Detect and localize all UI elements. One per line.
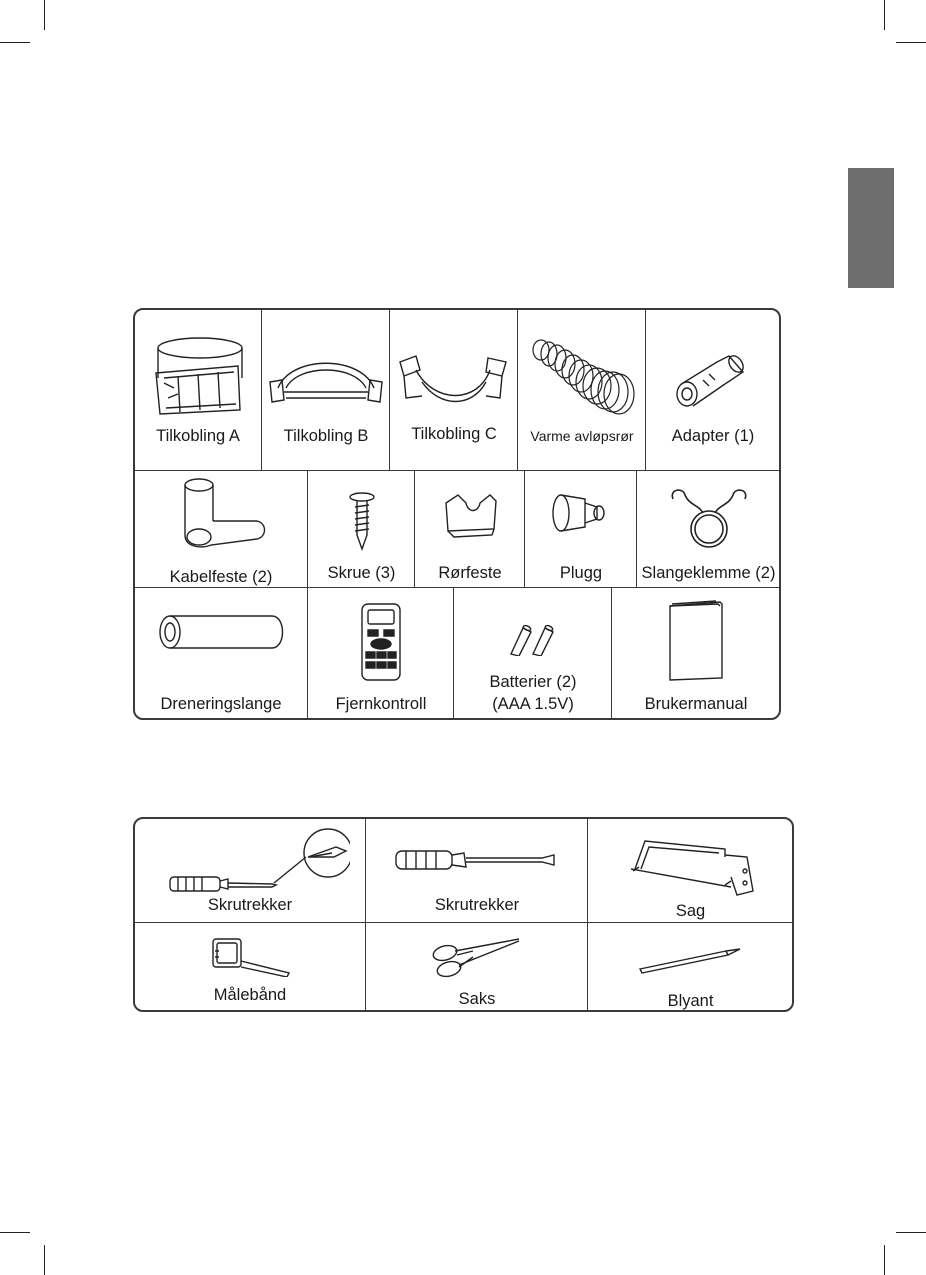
crop-mark	[44, 1245, 45, 1275]
accessory-label: Adapter (1)	[671, 427, 755, 445]
accessory-cell	[645, 310, 780, 470]
accessory-label: Plugg	[559, 564, 603, 582]
crop-mark	[884, 0, 885, 30]
accessory-label: Skrue (3)	[327, 564, 396, 582]
crop-mark	[0, 1232, 30, 1233]
tools-row	[135, 922, 792, 1011]
accessory-cell	[135, 588, 307, 719]
accessory-label: (AAA 1.5V)	[492, 695, 574, 713]
accessories-panel	[133, 308, 781, 720]
accessory-label: Tilkobling C	[411, 425, 497, 443]
accessory-label: Fjernkontroll	[335, 695, 427, 713]
accessory-label: Tilkobling A	[156, 427, 240, 445]
accessory-cell	[517, 310, 646, 470]
batteries-icon	[505, 620, 561, 656]
window-connector-b-icon	[266, 350, 386, 410]
tool-label: Sag	[675, 902, 706, 920]
drain-hose-icon	[156, 612, 286, 652]
flat-screwdriver-icon	[392, 847, 562, 873]
window-connector-c-icon	[394, 346, 514, 408]
accessory-cell	[307, 588, 454, 719]
crop-mark	[44, 0, 45, 30]
remote-control-icon	[356, 602, 406, 682]
adapter-icon	[673, 350, 753, 410]
tool-cell	[365, 819, 588, 922]
crop-mark	[896, 42, 926, 43]
tool-cell	[587, 819, 793, 922]
accessory-cell	[389, 310, 518, 470]
accessories-row	[135, 310, 779, 470]
accessory-label: Rørfeste	[438, 564, 502, 582]
accessory-cell	[307, 471, 415, 588]
accessory-cell	[414, 471, 525, 588]
phillips-screwdriver-icon	[150, 827, 350, 897]
tool-cell	[135, 819, 365, 922]
tool-label: Målebånd	[213, 986, 287, 1004]
accessory-label: Slangeklemme (2)	[641, 564, 776, 582]
crop-mark	[884, 1245, 885, 1275]
pencil-icon	[636, 943, 746, 977]
hose-clamp-icon	[659, 485, 759, 551]
tool-cell	[365, 923, 588, 1011]
accessory-label: Tilkobling B	[283, 427, 369, 445]
user-manual-icon	[664, 598, 728, 682]
tool-label: Saks	[458, 990, 496, 1008]
accessory-cell	[524, 471, 637, 588]
hacksaw-icon	[621, 833, 761, 899]
accessory-label: Batterier (2)	[489, 673, 577, 691]
accessory-label: Varme avløpsrør	[530, 428, 634, 444]
tool-label: Skrutrekker	[434, 896, 520, 914]
tool-cell	[135, 923, 365, 1011]
tools-panel	[133, 817, 794, 1012]
screw-icon	[347, 491, 377, 551]
accessory-cell	[453, 588, 612, 719]
tape-measure-icon	[205, 931, 295, 977]
exhaust-hose-icon	[527, 336, 637, 418]
tool-label: Blyant	[667, 992, 714, 1010]
accessory-cell	[261, 310, 390, 470]
crop-mark	[0, 42, 30, 43]
scissors-icon	[427, 937, 527, 981]
accessory-label: Kabelfeste (2)	[169, 568, 273, 586]
accessory-label: Brukermanual	[644, 695, 748, 713]
accessory-cell	[135, 310, 261, 470]
tool-label: Skrutrekker	[207, 896, 293, 914]
tools-row	[135, 819, 792, 922]
accessory-cell	[135, 471, 307, 588]
pipe-clip-icon	[438, 489, 502, 539]
crop-mark	[896, 1232, 926, 1233]
language-tab	[848, 168, 894, 288]
plug-icon	[549, 491, 613, 535]
accessory-cell	[611, 588, 780, 719]
cable-holder-icon	[171, 475, 271, 551]
accessory-cell	[636, 471, 780, 588]
tool-cell	[587, 923, 793, 1011]
accessories-row	[135, 470, 779, 588]
accessories-row	[135, 587, 779, 719]
window-connector-a-icon	[148, 328, 248, 418]
accessory-label: Dreneringslange	[160, 695, 282, 713]
